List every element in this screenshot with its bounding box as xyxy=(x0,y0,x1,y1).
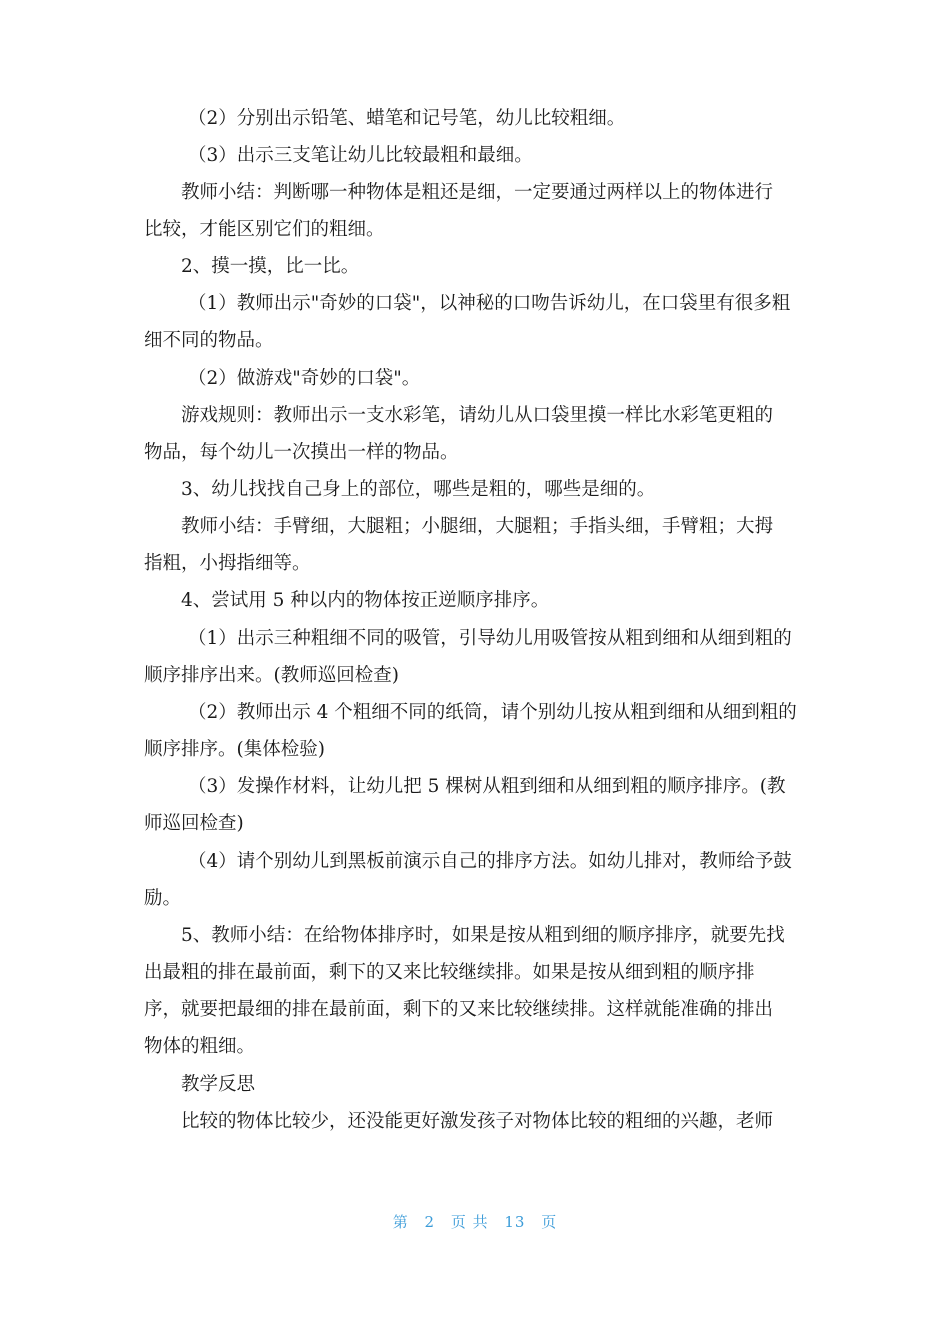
text-line: 5、教师小结：在给物体排序时，如果是按从粗到细的顺序排序，就要先找 xyxy=(181,925,785,946)
text-line: 4、尝试用 5 种以内的物体按正逆顺序排序。 xyxy=(181,590,550,611)
text-line: 顺序排序。(集体检验) xyxy=(144,739,325,760)
text-line: 出最粗的排在最前面，剩下的又来比较继续排。如果是按从细到粗的顺序排 xyxy=(144,962,755,983)
text-line: 序，就要把最细的排在最前面，剩下的又来比较继续排。这样就能准确的排出 xyxy=(144,999,774,1020)
text-line: 顺序排序出来。(教师巡回检查) xyxy=(144,665,399,686)
footer-label-of: 页 共 xyxy=(450,1213,489,1231)
footer-current-page: 2 xyxy=(424,1213,436,1231)
footer-label-pages: 页 xyxy=(541,1213,558,1231)
text-line: 游戏规则：教师出示一支水彩笔，请幼儿从口袋里摸一样比水彩笔更粗的 xyxy=(181,405,774,426)
text-line: 教师小结：判断哪一种物体是粗还是细，一定要通过两样以上的物体进行 xyxy=(181,182,774,203)
text-line: 物品，每个幼儿一次摸出一样的物品。 xyxy=(144,442,459,463)
text-line: （1）出示三种粗细不同的吸管，引导幼儿用吸管按从粗到细和从细到粗的 xyxy=(188,628,792,649)
text-line: 励。 xyxy=(144,888,182,909)
text-line: 3、幼儿找找自己身上的部位，哪些是粗的，哪些是细的。 xyxy=(181,479,656,500)
text-line: （3）发操作材料，让幼儿把 5 棵树从粗到细和从细到粗的顺序排序。(教 xyxy=(188,776,786,797)
text-line: 2、摸一摸，比一比。 xyxy=(181,256,360,277)
footer-label-page: 第 xyxy=(392,1213,409,1231)
footer-total-pages: 13 xyxy=(504,1213,526,1231)
text-line: 比较的物体比较少，还没能更好激发孩子对物体比较的粗细的兴趣，老师 xyxy=(181,1111,774,1132)
text-line: （2）教师出示 4 个粗细不同的纸筒，请个别幼儿按从粗到细和从细到粗的 xyxy=(188,702,797,723)
text-line: 比较，才能区别它们的粗细。 xyxy=(144,219,385,240)
text-line: 物体的粗细。 xyxy=(144,1036,256,1057)
text-line: 指粗，小拇指细等。 xyxy=(144,553,311,574)
text-line: 教师小结：手臂细，大腿粗；小腿细，大腿粗；手指头细，手臂粗；大拇 xyxy=(181,516,774,537)
text-line: （2）分别出示铅笔、蜡笔和记号笔，幼儿比较粗细。 xyxy=(188,108,626,129)
text-line: （4）请个别幼儿到黑板前演示自己的排序方法。如幼儿排对，教师给予鼓 xyxy=(188,851,792,872)
text-line: （1）教师出示"奇妙的口袋"，以神秘的口吻告诉幼儿，在口袋里有很多粗 xyxy=(188,293,791,314)
text-line: 教学反思 xyxy=(181,1074,256,1095)
page-footer xyxy=(0,1211,950,1233)
text-line: （3）出示三支笔让幼儿比较最粗和最细。 xyxy=(188,145,533,166)
text-line: 师巡回检查) xyxy=(144,813,244,834)
text-line: （2）做游戏"奇妙的口袋"。 xyxy=(188,368,421,389)
text-line: 细不同的物品。 xyxy=(144,330,274,351)
